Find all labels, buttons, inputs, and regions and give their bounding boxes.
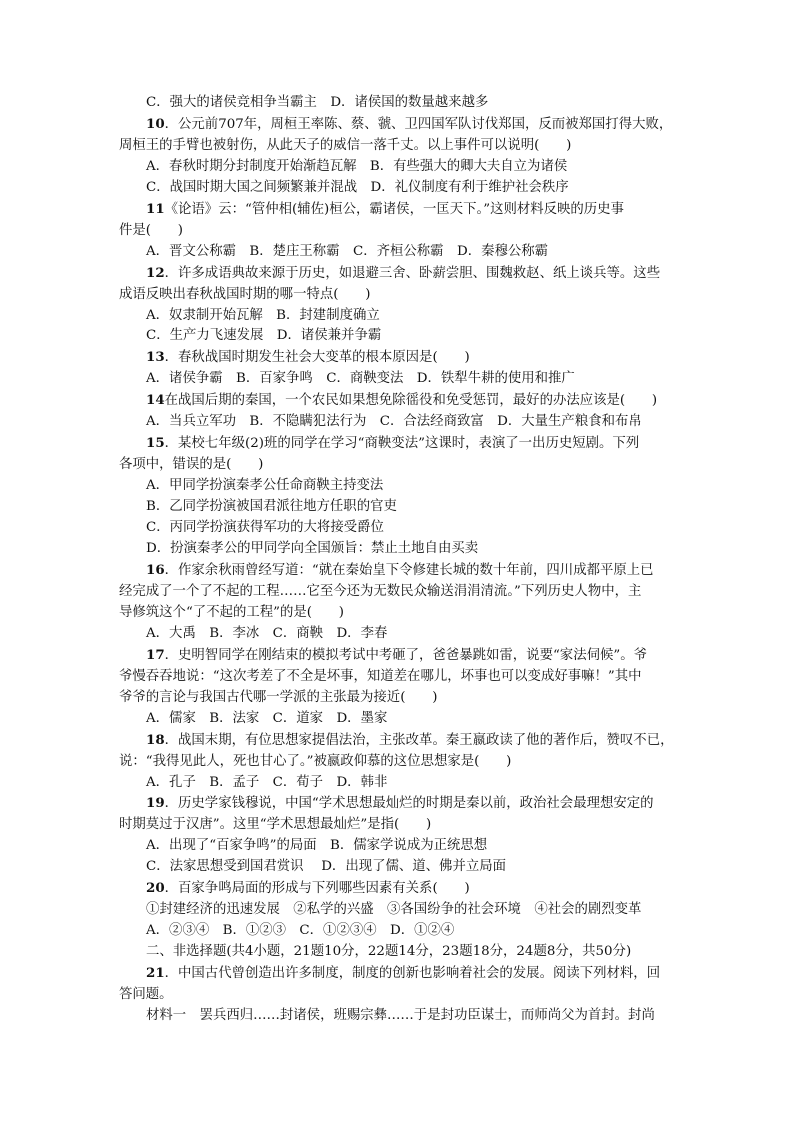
question-19-line [119, 793, 679, 815]
line-text: A．春秋时期分封制度开始渐趋瓦解 B．有些强大的卿大夫自立为诸侯 [146, 158, 568, 174]
line-text: C．战国时期大国之间频繁兼并混战 D．礼仪制度有利于维护社会秩序 [146, 179, 569, 195]
text-line [119, 285, 679, 306]
text-line [119, 136, 679, 157]
question-12-line [119, 263, 679, 285]
line-text: C．强大的诸侯竞相争当霸主 D．诸侯国的数量越来越多 [146, 95, 489, 110]
text-line [119, 476, 679, 497]
text-line [119, 242, 679, 263]
text-line [119, 1006, 679, 1027]
line-text: ．某校七年级(2)班的同学在学习“商鞅变法”这课时，表演了一出历史短剧。下列 [164, 436, 640, 452]
line-text: A．出现了“百家争鸣”的局面 B．儒家学说成为正统思想 [146, 838, 488, 854]
question-17-line [119, 645, 679, 667]
text-line [119, 688, 679, 709]
text-line [119, 157, 679, 178]
line-text: ．春秋战国时期发生社会大变革的根本原因是( ) [164, 350, 470, 366]
line-text: A．大禹 B．李冰 C．商鞅 D．李春 [146, 625, 388, 641]
line-text: A．甲同学扮演秦孝公任命商鞅主持变法 [146, 478, 384, 494]
line-text: ．许多成语典故来源于历史，如退避三舍、卧薪尝胆、围魏救赵、纸上谈兵等。这些 [164, 265, 661, 281]
text-line [119, 539, 679, 560]
line-text: C．法家思想受到国君赏识 D．出现了儒、道、佛并立局面 [146, 859, 507, 875]
question-13-line [119, 347, 679, 369]
question-number: 12 [146, 264, 165, 281]
question-11-line [119, 199, 679, 221]
question-15-line [119, 433, 679, 455]
line-text: 材料一 罢兵西归……封诸侯，班赐宗彝……于是封功臣谋士，而师尚父为首封。封尚 [146, 1007, 655, 1023]
text-line [119, 497, 679, 518]
question-number: 13 [146, 349, 165, 366]
text-line [119, 752, 679, 773]
line-text: 答问题。 [119, 987, 173, 1003]
line-text: 经完成了一个了不起的工程……它至今还为无数民众输送涓涓清流。”下列历史人物中，主 [119, 583, 642, 599]
question-10-line [119, 114, 679, 136]
text-line [119, 942, 679, 963]
text-line [119, 709, 679, 730]
line-text: 各项中，错误的是( ) [119, 457, 264, 473]
text-line [119, 221, 679, 242]
line-text: 导修筑这个“了不起的工程”的是( ) [119, 604, 344, 620]
text-line [119, 836, 679, 857]
text-line [119, 178, 679, 199]
line-text: 《论语》云：“管仲相(辅佐)桓公，霸诸侯，一匡天下。”这则材料反映的历史事 [164, 201, 624, 217]
text-line [119, 815, 679, 836]
line-text: A．儒家 B．法家 C．道家 D．墨家 [146, 710, 388, 726]
exam-page [119, 93, 679, 1027]
text-line [119, 900, 679, 921]
text-line [119, 369, 679, 390]
line-text: A．当兵立军功 B．不隐瞒犯法行为 C．合法经商致富 D．大量生产粮食和布帛 [146, 414, 642, 430]
question-14-line [119, 390, 679, 412]
line-text: A．奴隶制开始瓦解 B．封建制度确立 [146, 307, 380, 323]
question-number: 15 [146, 435, 165, 452]
line-text: C．生产力飞速发展 D．诸侯兼并争霸 [146, 328, 382, 344]
line-text: ．公元前707年，周桓王率陈、蔡、虢、卫四国军队讨伐郑国，反而被郑国打得大败， [164, 116, 673, 132]
line-text: ．作家余秋雨曾经写道：“就在秦始皇下令修建长城的数十年前，四川成都平原上已 [164, 562, 654, 578]
question-20-line [119, 878, 679, 900]
line-text: ．百家争鸣局面的形成与下列哪些因素有关系( ) [164, 881, 470, 897]
line-text: 说：“我得见此人，死也甘心了。”被嬴政仰慕的这位思想家是( ) [119, 753, 512, 769]
question-number: 14 [146, 392, 165, 409]
line-text: ．历史学家钱穆说，中国“学术思想最灿烂的时期是秦以前，政治社会最理想安定的 [164, 796, 654, 812]
text-line [119, 455, 679, 476]
text-line [119, 412, 679, 433]
question-number: 10 [146, 115, 165, 132]
text-line [119, 667, 679, 688]
line-text: A．诸侯争霸 B．百家争鸣 C．商鞅变法 D．铁犁牛耕的使用和推广 [146, 371, 575, 387]
text-line [119, 985, 679, 1006]
line-text: 爷慢吞吞地说：“这次考差了不全是坏事，知道差在哪儿，坏事也可以变成好事嘛！”其中 [119, 668, 642, 684]
question-18-line [119, 730, 679, 752]
line-text: 二、非选择题(共4小题，21题10分，22题14分，23题18分，24题8分，共50分) [146, 944, 632, 960]
text-line [119, 93, 679, 114]
line-text: 成语反映出春秋战国时期的哪一特点( ) [119, 286, 371, 302]
line-text: B．乙同学扮演被国君派往地方任职的官吏 [146, 499, 397, 515]
question-number: 11 [146, 200, 165, 217]
line-text: D．扮演秦孝公的甲同学向全国颁旨：禁止土地自由买卖 [146, 541, 479, 557]
line-text: ①封建经济的迅速发展 ②私学的兴盛 ③各国纷争的社会环境 ④社会的剧烈变革 [146, 902, 642, 918]
line-text: A．晋文公称霸 B．楚庄王称霸 C．齐桓公称霸 D．秦穆公称霸 [146, 243, 549, 259]
question-number: 20 [146, 880, 165, 897]
line-text: ．史明智同学在刚结束的模拟考试中考砸了，爸爸暴跳如雷，说要“家法伺候”。爷 [164, 647, 648, 663]
question-number: 21 [146, 965, 165, 982]
line-text: ．战国末期，有位思想家提倡法治，主张改革。秦王嬴政读了他的著作后，赞叹不已， [164, 732, 674, 748]
text-line [119, 518, 679, 539]
text-line [119, 603, 679, 624]
line-text: C．丙同学扮演获得军功的大将接受爵位 [146, 520, 384, 536]
text-line [119, 582, 679, 603]
question-number: 18 [146, 731, 165, 748]
question-number: 16 [146, 561, 165, 578]
question-number: 19 [146, 795, 165, 812]
line-text: 爷爷的言论与我国古代哪一学派的主张最为接近( ) [119, 689, 438, 705]
line-text: ．中国古代曾创造出许多制度，制度的创新也影响着社会的发展。阅读下列材料，回 [164, 966, 661, 982]
text-line [119, 306, 679, 327]
line-text: A．②③④ B．①②③ C．①②③④ D．①②④ [146, 923, 455, 939]
question-number: 17 [146, 646, 165, 663]
line-text: 在战国后期的秦国，一个农民如果想免除徭役和免受惩罚，最好的办法应该是( ) [164, 393, 658, 409]
text-line [119, 624, 679, 645]
line-text: A．孔子 B．孟子 C．荀子 D．韩非 [146, 774, 388, 790]
line-text: 时期莫过于汉唐”。这里“学术思想最灿烂”是指( ) [119, 817, 432, 833]
text-line [119, 773, 679, 794]
question-16-line [119, 560, 679, 582]
line-text: 件是( ) [119, 222, 184, 238]
text-line [119, 326, 679, 347]
line-text: 周桓王的手臂也被射伤，从此天子的威信一落千丈。以上事件可以说明( ) [119, 137, 572, 153]
text-line [119, 857, 679, 878]
text-line [119, 921, 679, 942]
question-21-line [119, 963, 679, 985]
